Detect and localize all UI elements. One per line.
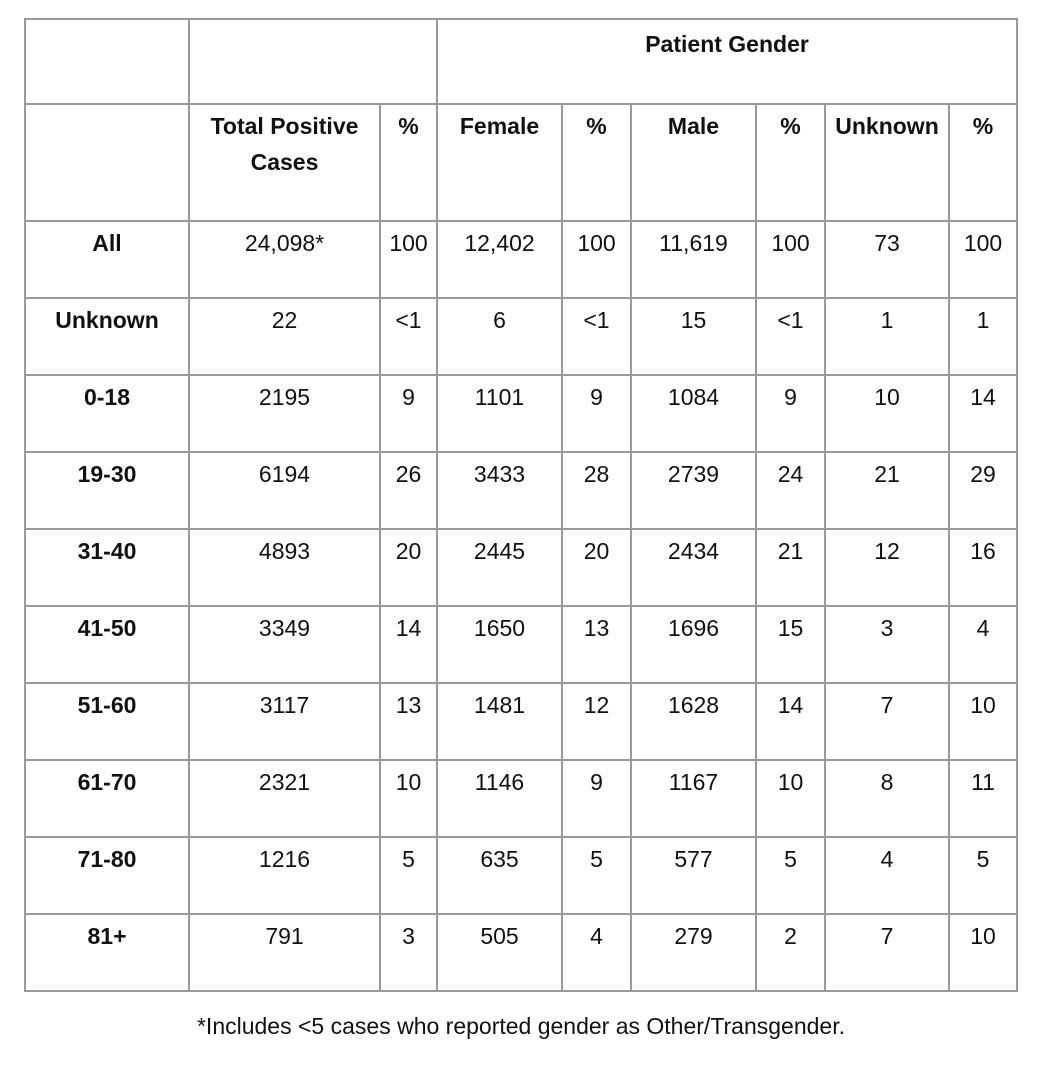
- table-cell: <1: [380, 298, 437, 375]
- table-cell: 4: [825, 837, 949, 914]
- column-header-percent: %: [756, 104, 825, 221]
- column-header-total-positive-cases: Total Positive Cases: [189, 104, 380, 221]
- table-cell: 1101: [437, 375, 562, 452]
- table-cell: <1: [756, 298, 825, 375]
- table-cell: 14: [380, 606, 437, 683]
- row-label: 31-40: [25, 529, 189, 606]
- table-cell: 21: [825, 452, 949, 529]
- table-cell: 9: [380, 375, 437, 452]
- table-cell: 791: [189, 914, 380, 991]
- table-cell: 3433: [437, 452, 562, 529]
- table-cell: 2195: [189, 375, 380, 452]
- row-label: 81+: [25, 914, 189, 991]
- row-label: 71-80: [25, 837, 189, 914]
- column-header-percent: %: [380, 104, 437, 221]
- row-label: 19-30: [25, 452, 189, 529]
- table-cell: 10: [756, 760, 825, 837]
- table-cell: 16: [949, 529, 1017, 606]
- table-row: [25, 606, 1017, 683]
- table-row: [25, 298, 1017, 375]
- table-cell: 4: [949, 606, 1017, 683]
- table-cell: 2434: [631, 529, 756, 606]
- row-label: 51-60: [25, 683, 189, 760]
- table-row: [25, 221, 1017, 298]
- footnote: *Includes <5 cases who reported gender as Other/Transgender.: [196, 1013, 845, 1039]
- table-cell: 577: [631, 837, 756, 914]
- table-row: [25, 452, 1017, 529]
- cases-by-age-gender-table: [24, 18, 1018, 992]
- table-cell: 1216: [189, 837, 380, 914]
- table-cell: 13: [380, 683, 437, 760]
- table-cell: 10: [949, 914, 1017, 991]
- table-cell: 12,402: [437, 221, 562, 298]
- table-row: [25, 760, 1017, 837]
- table-cell: 1481: [437, 683, 562, 760]
- blank-header-cell: [189, 19, 437, 104]
- corner-cell: [25, 19, 189, 104]
- row-label: 0-18: [25, 375, 189, 452]
- row-label: 41-50: [25, 606, 189, 683]
- table-cell: 1628: [631, 683, 756, 760]
- table-cell: 13: [562, 606, 631, 683]
- table-cell: 6194: [189, 452, 380, 529]
- table-cell: 100: [949, 221, 1017, 298]
- table-cell: 29: [949, 452, 1017, 529]
- table-cell: 9: [562, 760, 631, 837]
- table-cell: 20: [562, 529, 631, 606]
- table-cell: 3349: [189, 606, 380, 683]
- table-cell: 1: [949, 298, 1017, 375]
- table-cell: 2445: [437, 529, 562, 606]
- table-cell: 15: [756, 606, 825, 683]
- table-cell: 1696: [631, 606, 756, 683]
- table-cell: 11: [949, 760, 1017, 837]
- table-cell: 635: [437, 837, 562, 914]
- table-cell: 10: [825, 375, 949, 452]
- row-label: All: [25, 221, 189, 298]
- table-cell: 20: [380, 529, 437, 606]
- table-row: [25, 914, 1017, 991]
- table-cell: 24,098*: [189, 221, 380, 298]
- table-cell: 1146: [437, 760, 562, 837]
- table-cell: 2321: [189, 760, 380, 837]
- table-cell: 5: [380, 837, 437, 914]
- table-cell: 100: [756, 221, 825, 298]
- table-cell: 15: [631, 298, 756, 375]
- table-cell: 10: [949, 683, 1017, 760]
- table-cell: 4893: [189, 529, 380, 606]
- table-cell: 279: [631, 914, 756, 991]
- table-row: [25, 683, 1017, 760]
- table-cell: 14: [756, 683, 825, 760]
- table-cell: 28: [562, 452, 631, 529]
- column-header-male: Male: [631, 104, 756, 221]
- table-cell: 1084: [631, 375, 756, 452]
- table-cell: 7: [825, 683, 949, 760]
- patient-gender-header: Patient Gender: [437, 19, 1017, 104]
- table-cell: <1: [562, 298, 631, 375]
- table-cell: 22: [189, 298, 380, 375]
- table-cell: 7: [825, 914, 949, 991]
- table-cell: 12: [562, 683, 631, 760]
- table-cell: 5: [949, 837, 1017, 914]
- table-cell: 26: [380, 452, 437, 529]
- column-header-percent: %: [949, 104, 1017, 221]
- table-cell: 8: [825, 760, 949, 837]
- table-cell: 9: [562, 375, 631, 452]
- table-cell: 3: [380, 914, 437, 991]
- table-cell: 73: [825, 221, 949, 298]
- table-cell: 5: [756, 837, 825, 914]
- table-cell: 21: [756, 529, 825, 606]
- table-cell: 2: [756, 914, 825, 991]
- table-cell: 505: [437, 914, 562, 991]
- table-cell: 12: [825, 529, 949, 606]
- table-cell: 1: [825, 298, 949, 375]
- table-row: [25, 375, 1017, 452]
- table-cell: 9: [756, 375, 825, 452]
- table-cell: 3: [825, 606, 949, 683]
- table-cell: 6: [437, 298, 562, 375]
- column-header-percent: %: [562, 104, 631, 221]
- group-header-row: [25, 19, 1017, 104]
- table-cell: 2739: [631, 452, 756, 529]
- table-cell: 100: [380, 221, 437, 298]
- table-cell: 11,619: [631, 221, 756, 298]
- table-row: [25, 529, 1017, 606]
- table-cell: 3117: [189, 683, 380, 760]
- table-cell: 1650: [437, 606, 562, 683]
- table-cell: 24: [756, 452, 825, 529]
- column-header-row: [25, 104, 1017, 221]
- column-header-unknown: Unknown: [825, 104, 949, 221]
- row-label-header: [25, 104, 189, 221]
- table-cell: 100: [562, 221, 631, 298]
- table-cell: 4: [562, 914, 631, 991]
- table-cell: 5: [562, 837, 631, 914]
- column-header-female: Female: [437, 104, 562, 221]
- table-cell: 14: [949, 375, 1017, 452]
- table-cell: 1167: [631, 760, 756, 837]
- table-cell: 10: [380, 760, 437, 837]
- row-label: Unknown: [25, 298, 189, 375]
- row-label: 61-70: [25, 760, 189, 837]
- table-row: [25, 837, 1017, 914]
